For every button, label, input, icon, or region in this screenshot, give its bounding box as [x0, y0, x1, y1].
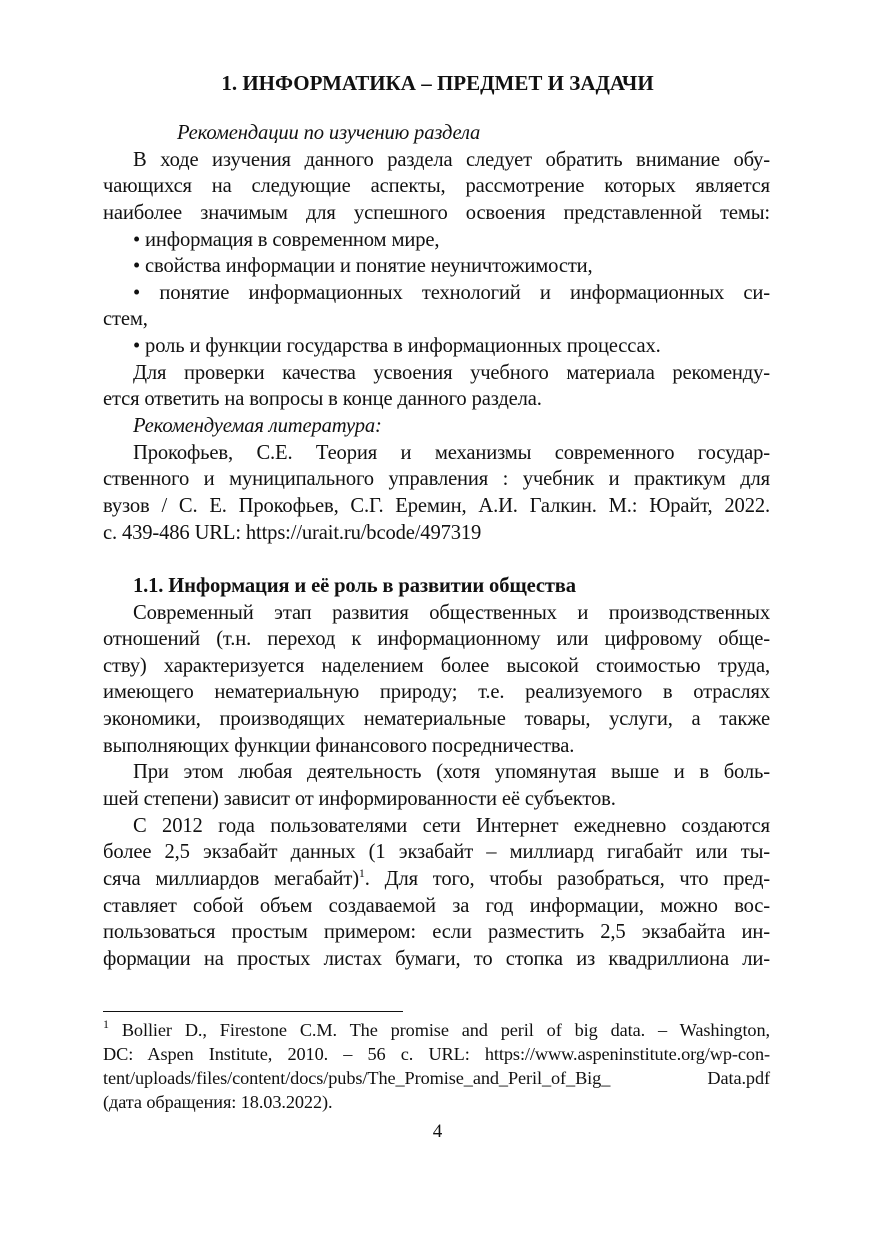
section-title: 1. ИНФОРМАТИКА – ПРЕДМЕТ И ЗАДАЧИ [221, 71, 654, 95]
body-text [103, 120, 770, 973]
text-line [103, 546, 770, 573]
text-line: • информация в современном мире, [133, 228, 440, 251]
text-line: ственного и муниципального управления : учебник и практикум для [103, 468, 770, 491]
italic-heading: Рекомендации по изучению раздела [177, 122, 481, 144]
text-segment: . Для того, чтобы разобраться, что пред- [364, 867, 770, 890]
italic-heading: Рекомендуемая литература: [133, 415, 382, 438]
text-line: В ходе изучения данного раздела следует обратить внимание обу- [133, 148, 770, 171]
text-line: наиболее значимым для успешного освоения представленной темы: [103, 201, 770, 224]
subsection-heading: 1.1. Информация и её роль в развитии общества [133, 574, 576, 597]
text-line: При этом любая деятельность (хотя упомянутая выше и в боль- [133, 761, 770, 784]
footnote-ref[interactable]: 1 [358, 865, 365, 880]
text-line: более 2,5 экзабайт данных (1 экзабайт – миллиард гигабайт или ты- [103, 841, 770, 864]
text-line: вузов / С. Е. Прокофьев, С.Г. Еремин, А.И. Галкин. М.: Юрайт, 2022. [103, 494, 770, 517]
text-line: с. 439-486 URL: https://urait.ru/bcode/497319 [103, 521, 482, 544]
text-line: чающихся на следующие аспекты, рассмотрение которых является [103, 175, 770, 198]
footnote-divider [103, 1011, 403, 1012]
footnote-line: tent/uploads/files/content/docs/pubs/The_Promise_and_Peril_of_Big_ Data.pdf [103, 1068, 770, 1088]
text-line: выполняющих функции финансового посредничества. [103, 734, 575, 757]
text-line: стем, [103, 308, 148, 331]
footnote-marker: 1 [103, 1017, 109, 1031]
page-number: 4 [432, 1121, 443, 1142]
text-line: экономики, производящих нематериальные товары, услуги, а также [103, 708, 770, 731]
text-line: шей степени) зависит от информированности её субъектов. [103, 788, 616, 811]
text-line: • свойства информации и понятие неуничтожимости, [133, 255, 593, 278]
text-segment: Bollier D., Firestone C.M. The promise and peril of big data. – Washington, [121, 1020, 770, 1040]
text-line [103, 866, 770, 893]
text-line: отношений (т.н. переход к информационному или цифровому обще- [103, 628, 770, 651]
footnote-line: (дата обращения: 18.03.2022). [103, 1092, 333, 1112]
text-line: С 2012 года пользователями сети Интернет ежедневно создаются [133, 814, 770, 837]
footnote [103, 1018, 770, 1114]
text-line: имеющего нематериальную природу; т.е. реализуемого в отраслях [103, 681, 770, 704]
text-line: Современный этап развития общественных и производственных [133, 601, 770, 624]
text-line: ставляет собой объем создаваемой за год информации, можно вос- [103, 894, 770, 917]
text-segment: сяча миллиардов мегабайт) [103, 867, 359, 890]
text-line: • понятие информационных технологий и информационных си- [133, 281, 770, 304]
text-line: Для проверки качества усвоения учебного материала рекоменду- [133, 361, 770, 384]
footnote-line [103, 1018, 770, 1042]
text-line: формации на простых листах бумаги, то стопка из квадриллиона ли- [103, 947, 770, 970]
text-line: • роль и функции государства в информационных процессах. [133, 335, 661, 358]
text-line: ется ответить на вопросы в конце данного раздела. [103, 388, 542, 411]
text-line: ству) характеризуется наделением более высокой стоимостью труда, [103, 654, 770, 677]
text-line: Прокофьев, С.Е. Теория и механизмы современного государ- [133, 441, 770, 464]
footnote-line: DC: Aspen Institute, 2010. – 56 с. URL: https://www.aspeninstitute.org/wp-con- [103, 1044, 770, 1064]
text-line: пользоваться простым примером: если разместить 2,5 экзабайта ин- [103, 921, 770, 944]
